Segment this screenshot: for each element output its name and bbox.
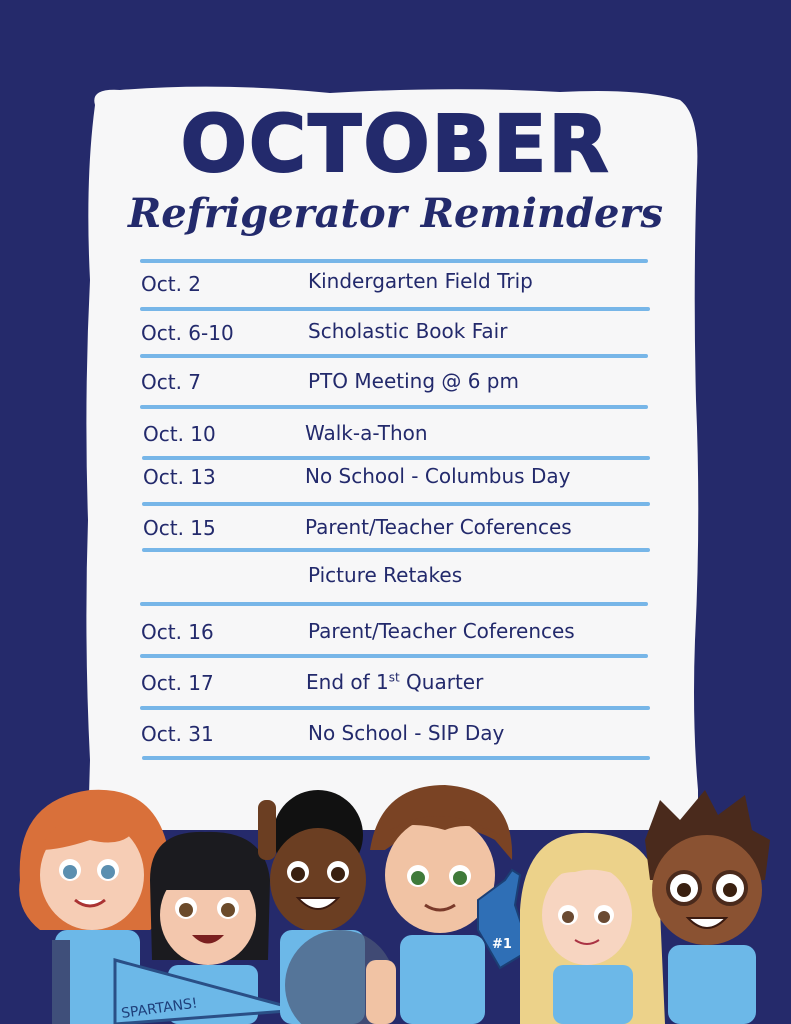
reminder-event: Parent/Teacher Coferences [305,515,572,539]
student-blonde-hair [520,833,665,1024]
row-divider [142,548,650,552]
foam-finger-text: #1 [492,937,512,952]
row-divider [142,502,650,506]
pennant-text: SPARTANS! [120,995,199,1022]
reminder-event: No School - SIP Day [308,721,505,745]
reminder-event: Parent/Teacher Coferences [308,619,575,643]
reminder-date: Oct. 15 [143,516,216,540]
page-title: OCTOBER [180,100,611,190]
row-divider [140,354,648,358]
reminder-event: Scholastic Book Fair [308,319,508,343]
row-divider [142,756,650,760]
students-illustration [0,770,791,1024]
reminder-date: Oct. 13 [143,465,216,489]
page-subtitle: Refrigerator Reminders [127,190,664,237]
reminder-event: Picture Retakes [308,563,463,587]
reminder-date: Oct. 31 [141,722,214,746]
row-divider [140,602,648,606]
reminder-date: Oct. 7 [141,370,202,394]
reminder-event: No School - Columbus Day [305,464,571,488]
reminder-event: Kindergarten Field Trip [308,269,533,293]
reminder-date: Oct. 17 [141,671,214,695]
reminder-event: PTO Meeting @ 6 pm [308,369,519,393]
row-divider [140,307,650,311]
row-divider [140,706,650,710]
row-divider [142,456,650,460]
reminder-date: Oct. 2 [141,272,202,296]
reminder-event: Walk-a-Thon [305,421,428,445]
row-divider [140,259,648,263]
reminder-date: Oct. 6-10 [141,321,234,345]
row-divider [140,654,648,658]
reminder-date: Oct. 10 [143,422,216,446]
row-divider [140,405,648,409]
reminder-event: End of 1st Quarter [306,670,484,694]
reminder-date: Oct. 16 [141,620,214,644]
student-glasses [645,790,770,1024]
